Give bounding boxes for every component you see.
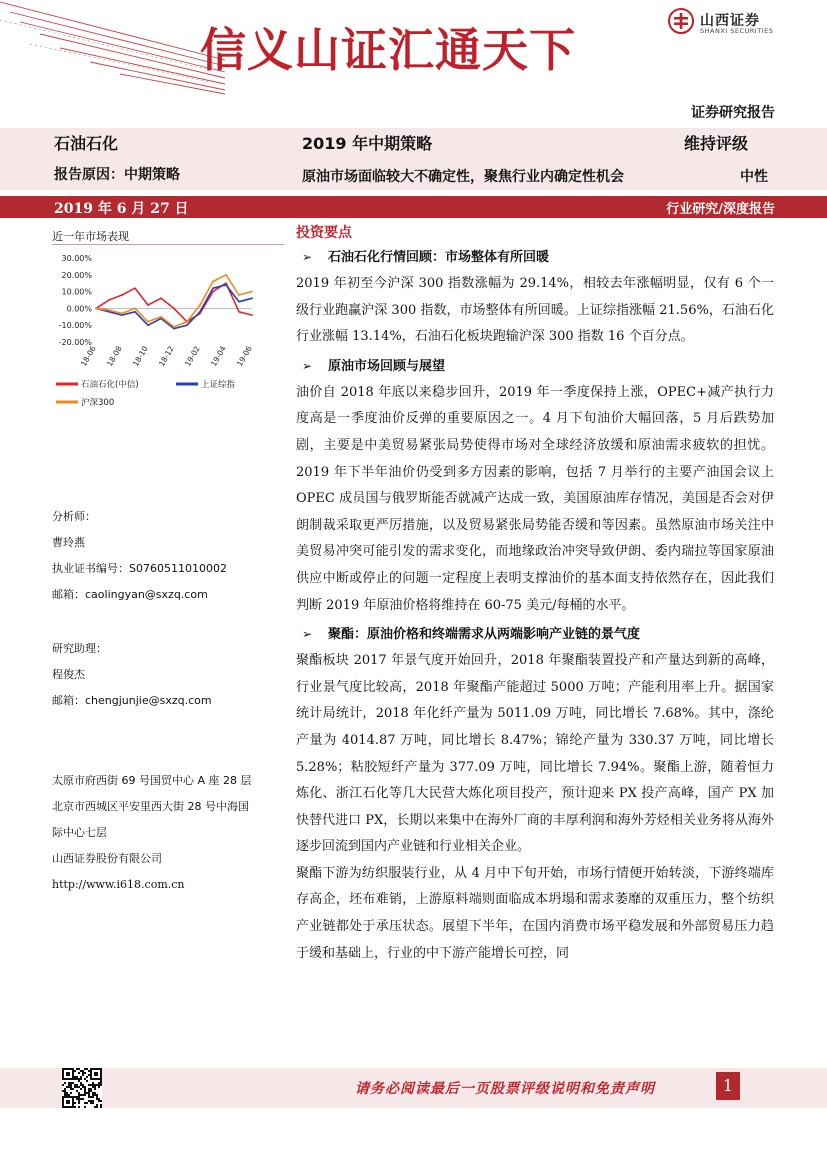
data-point xyxy=(186,321,188,323)
paragraph-polyester-downstream: 聚酯下游为纺织服装行业，从 4 月中下旬开始，市场行情便开始转淡，下游终端库存高企，坯布难销，上游原料端则面临成本坍塌和需求萎靡的双重压力，整个纺织产业链都处于承压状态。展望下半年，在国内消费市场平稳发展和外部贸易压力趋于缓和基础上，行业的中下游产能增长可控，同 xyxy=(296,865,774,961)
page-number: 1 xyxy=(716,1072,740,1100)
heading-market-review xyxy=(296,246,774,269)
heading-text: 聚酯：原油价格和终端需求从两端影响产业链的景气度 xyxy=(328,627,641,643)
section-title: 投资要点 xyxy=(296,225,352,241)
rating-value: 中性 xyxy=(740,169,768,185)
data-point xyxy=(147,304,149,306)
report-date: 2019 年 6 月 27 日 xyxy=(54,201,189,217)
data-point xyxy=(108,299,110,301)
data-point xyxy=(173,308,175,310)
slogan-decoration xyxy=(0,0,230,100)
legend-label: 石油石化(中信) xyxy=(81,380,139,390)
data-point xyxy=(147,324,149,326)
data-point xyxy=(95,308,97,310)
chart-title-rule xyxy=(52,244,284,245)
heading-crude-oil xyxy=(296,355,774,378)
title-band xyxy=(0,128,827,190)
analyst-email[interactable]: 邮箱：caolingyan@sxzq.com xyxy=(52,588,208,601)
legend-label: 上证综指 xyxy=(201,380,236,390)
address-taiyuan: 太原市府西街 69 号国贸中心 A 座 28 层 xyxy=(52,774,252,787)
data-point xyxy=(225,282,227,284)
data-point xyxy=(134,311,136,313)
data-point xyxy=(108,311,110,313)
data-point xyxy=(121,314,123,316)
x-tick-label: 19-02 xyxy=(183,344,202,368)
paragraph-crude-oil: 油价自 2018 年底以来稳步回升，2019 年一季度保持上涨，OPEC+减产执行力度高是一季度油价反弹的重要原因之一。4 月下旬油价大幅回落，5 月后跌势加剧，主要是中美贸易紧张局势使得市场对全球经济放缓和原油需求疲软的担忧。2019 年下半年油价仍受到多方因素的影响，包括 7 月举行的主要产油国会议上 OPEC 成员国与俄罗斯能否就减产达成一致，美国原油库存情况，美国是否会对伊朗制裁采取更严厉措施，以及贸易紧张局势能否缓和等因素。虽然原油市场关注中美贸易冲突可能引发的需求变化，而地缘政治冲突导致伊朗、委内瑞拉等国家原油供应中断或停止的问题一定程度上表明支撑油价的基本面支持依然存在，因此我们判断 2019 年原油价格将维持在 60-75 美元/每桶的水平。 xyxy=(296,384,774,613)
y-tick-label: 20.00% xyxy=(61,270,92,280)
industry-name: 石油石化 xyxy=(54,134,119,153)
x-tick-label: 18-10 xyxy=(131,344,150,368)
data-point xyxy=(212,287,214,289)
report-subtitle: 原油市场面临较大不确定性，聚焦行业内确定性机会 xyxy=(302,169,624,185)
data-point xyxy=(186,324,188,326)
y-tick-label: 30.00% xyxy=(61,254,92,263)
date-bar xyxy=(0,196,827,218)
data-point xyxy=(121,313,123,315)
y-tick-label: 10.00% xyxy=(61,287,92,297)
analyst-label: 分析师： xyxy=(52,510,96,523)
data-point xyxy=(199,304,201,306)
arrow-bullet-icon: ➢ xyxy=(302,627,313,642)
data-point xyxy=(108,309,110,311)
y-tick-label: -20.00% xyxy=(58,338,92,347)
shanxi-securities-logo-icon xyxy=(668,8,694,34)
x-tick-label: 19-06 xyxy=(235,344,254,368)
assistant-email[interactable]: 邮箱：chengjunjie@sxzq.com xyxy=(52,694,212,707)
report-type: 证券研究报告 xyxy=(691,105,775,121)
slogan: 信义山证汇通天下 xyxy=(200,23,576,77)
x-tick-label: 18-06 xyxy=(79,344,98,368)
assistant-label: 研究助理： xyxy=(52,642,107,655)
heading-text: 石油石化行情回顾：市场整体有所回暖 xyxy=(328,250,550,265)
address-beijing-cont: 际中心七层 xyxy=(52,826,107,839)
analyst-name: 曹玲燕 xyxy=(52,536,85,549)
chart-plot xyxy=(52,248,284,420)
company-name: 山西证券股份有限公司 xyxy=(52,852,162,865)
series-line xyxy=(96,285,252,329)
chart-title: 近一年市场表现 xyxy=(52,230,129,243)
report-reason: 报告原因：中期策略 xyxy=(54,167,180,183)
investment-highlights xyxy=(296,222,774,967)
data-point xyxy=(134,308,136,310)
data-point xyxy=(160,297,162,299)
y-tick-label: -10.00% xyxy=(58,321,92,331)
data-point xyxy=(147,321,149,323)
data-point xyxy=(173,328,175,330)
x-tick-label: 18-08 xyxy=(105,344,124,368)
heading-polyester xyxy=(296,623,774,646)
qr-code-icon xyxy=(62,1068,102,1108)
x-tick-label: 19-04 xyxy=(209,344,228,368)
data-point xyxy=(199,311,201,313)
market-performance-chart xyxy=(52,228,284,422)
paragraph-market-review: 2019 年初至今沪深 300 指数涨幅为 29.14%，相较去年涨幅明显，仅有 6 个一级行业跑赢沪深 300 指数，市场整体有所回暖。上证综指涨幅 21.56%，石油石化行业涨幅 13.14%，石油石化板块跑输沪深 300 指数 16 个百分点。 xyxy=(296,276,774,345)
data-point xyxy=(238,294,240,296)
y-tick-label: 0.00% xyxy=(66,304,92,314)
report-category: 行业研究/深度报告 xyxy=(666,202,775,217)
legend-label: 沪深300 xyxy=(81,398,115,408)
data-point xyxy=(173,326,175,328)
report-title: 2019 年中期策略 xyxy=(302,134,433,153)
data-point xyxy=(251,297,253,299)
data-point xyxy=(238,301,240,303)
company-logo xyxy=(668,8,818,38)
rating-label: 维持评级 xyxy=(684,134,749,153)
data-point xyxy=(225,284,227,286)
address-beijing: 北京市西城区平安里西大街 28 号中海国 xyxy=(52,800,249,813)
footer-disclaimer: 请务必阅读最后一页股票评级说明和免责声明 xyxy=(355,1081,655,1097)
data-point xyxy=(160,316,162,318)
paragraph-polyester-upstream: 聚酯板块 2017 年景气度开始回升，2018 年聚酯装置投产和产量达到新的高峰，行业景气度比较高，2018 年聚酯产能超过 5000 万吨；产能利用率上升。据国家统计局统计，2018 年化纤产量为 5011.09 万吨，同比增长 7.68%。其中，涤纶产量为 4014.87 万吨，同比增长 8.47%；锦纶产量为 330.37 万吨，同比增长 5.28%；粘胶短纤产量为 377.09 万吨，同比增长 7.94%。聚酯上游，随着恒力炼化、浙江石化等几大民营大炼化项目投产，预计迎来 PX 投产高峰，国产 PX 加快替代进口 PX，长期以来集中在海外厂商的丰厚利润和海外芳烃相关业务将从海外逐步回流到国内产业链和行业相关企业。 xyxy=(296,653,774,855)
x-tick-label: 18-12 xyxy=(157,344,176,368)
arrow-bullet-icon: ➢ xyxy=(302,358,313,373)
data-point xyxy=(134,287,136,289)
assistant-name: 程俊杰 xyxy=(52,668,85,681)
data-point xyxy=(251,291,253,293)
data-point xyxy=(121,294,123,296)
data-point xyxy=(238,311,240,313)
data-point xyxy=(212,281,214,283)
heading-text: 原油市场回顾与展望 xyxy=(328,358,446,374)
data-point xyxy=(251,314,253,316)
logo-text-cn: 山西证券 xyxy=(700,13,760,29)
arrow-bullet-icon: ➢ xyxy=(302,250,313,264)
series-line xyxy=(96,275,252,327)
company-website[interactable]: http://www.i618.com.cn xyxy=(52,878,185,891)
data-point xyxy=(225,274,227,276)
logo-text-en: SHANXI SECURITIES xyxy=(700,27,774,35)
analyst-license: 执业证书编号：S0760511010002 xyxy=(52,562,227,575)
